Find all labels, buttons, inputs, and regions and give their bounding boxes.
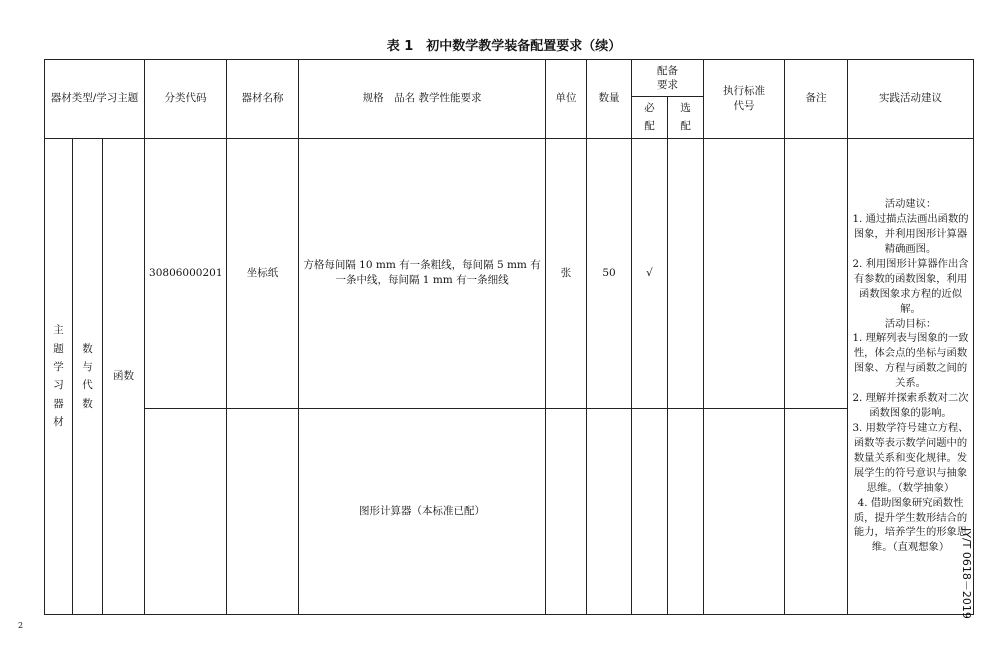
practice-line: 1. 通过描点法画出函数的图象，并利用图形计算器精确画图。	[852, 213, 969, 255]
row-required: √	[632, 138, 668, 408]
row-code: 30806000201	[145, 138, 227, 408]
practice-line: 2. 理解并探索系数对二次函数图象的影响。	[852, 392, 969, 420]
table-title: 表 1 初中数学教学装备配置要求（续）	[386, 39, 622, 54]
page-number: 2	[18, 621, 24, 630]
practice-line: 活动目标：	[884, 317, 937, 330]
practice-header: 实践活动建议	[848, 60, 974, 139]
header-row	[45, 60, 974, 97]
code-header: 分类代码	[145, 60, 227, 139]
row-remark	[785, 408, 848, 614]
row-quantity	[587, 408, 632, 614]
category-header: 器材类型/学习主题	[45, 60, 145, 139]
name-header: 器材名称	[227, 60, 299, 139]
row-required	[632, 408, 668, 614]
row-unit: 张	[546, 138, 587, 408]
standard-header-text: 执行标准代号	[723, 84, 766, 112]
standard-code-side-label: JY/T 0618－2019	[960, 528, 973, 619]
row-remark	[785, 138, 848, 408]
required-header-text: 必配	[644, 102, 655, 133]
optional-header	[668, 97, 704, 139]
row-code	[145, 408, 227, 614]
required-header	[632, 97, 668, 139]
category-level2: 数与代数	[82, 342, 93, 410]
optional-header-text: 选配	[680, 102, 691, 133]
row-quantity: 50	[587, 138, 632, 408]
row-spec: 方格每间隔 10 mm 有一条粗线，每间隔 5 mm 有一条中线，每间隔 1 mm 有一条细线	[299, 138, 546, 408]
practice-cell	[848, 138, 974, 614]
category-level1-cell	[45, 138, 73, 614]
remark-header: 备注	[785, 60, 848, 139]
table-row	[45, 408, 974, 614]
row-name	[227, 408, 299, 614]
config-header-text: 配备要求	[657, 64, 679, 91]
practice-line: 活动建议：	[884, 198, 937, 211]
practice-line: 1. 理解列表与图象的一致性，体会点的坐标与函数图象、方程与函数之间的关系。	[852, 332, 969, 390]
table-row	[45, 138, 974, 408]
category-level3: 函数	[103, 138, 145, 614]
category-level2-cell	[73, 138, 103, 614]
row-standard	[704, 138, 785, 408]
standard-header	[704, 60, 785, 139]
unit-header: 单位	[546, 60, 587, 139]
row-spec: 图形计算器（本标准已配）	[299, 408, 546, 614]
equipment-table	[44, 59, 974, 615]
row-optional	[668, 138, 704, 408]
practice-line: 3. 用数学符号建立方程、函数等表示数学问题中的数量关系和变化规律。发展学生的符号意识与抽象思维。（数学抽象）	[852, 422, 969, 494]
row-name: 坐标纸	[227, 138, 299, 408]
practice-line: 2. 利用图形计算器作出含有参数的函数图象，利用函数图象求方程的近似解。	[852, 257, 969, 315]
row-standard	[704, 408, 785, 614]
quantity-header: 数量	[587, 60, 632, 139]
config-header	[632, 60, 704, 97]
spec-header: 规格 品名 教学性能要求	[299, 60, 546, 139]
category-level1: 主题学习器材	[53, 324, 64, 428]
practice-line: 4. 借助图象研究函数性质，提升学生数形结合的能力，培养学生的形象思维。（直观想象）	[853, 496, 968, 554]
row-optional	[668, 408, 704, 614]
row-unit	[546, 408, 587, 614]
